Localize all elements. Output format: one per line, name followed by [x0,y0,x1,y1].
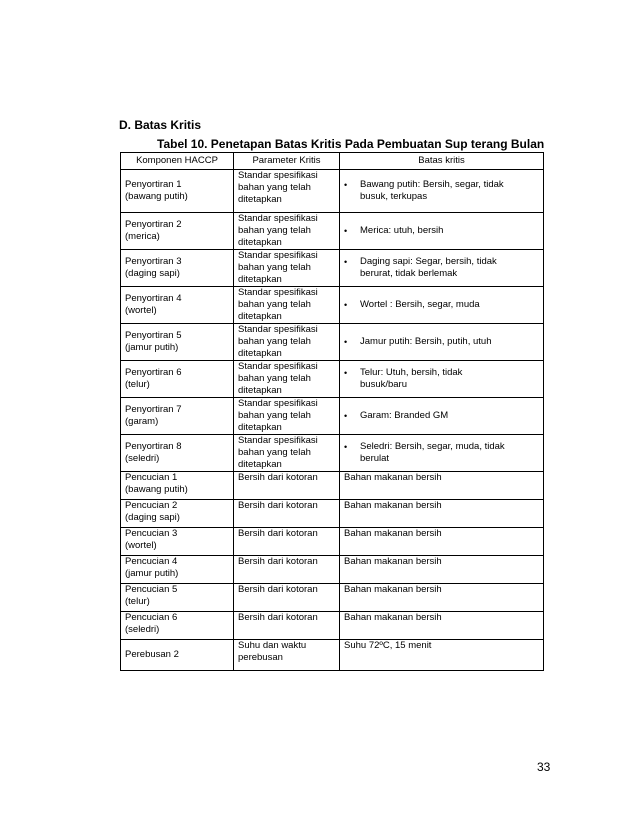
bullet-text [360,299,480,311]
parameter-line: Standar spesifikasi [238,324,318,335]
cell-komponen [121,398,234,435]
bullet-item [344,256,539,280]
parameter-line: Standar spesifikasi [238,435,318,446]
table-row [121,287,544,324]
komponen-line: Penyortiran 2 [125,219,182,230]
bullet-item [344,367,539,391]
table-body [121,170,544,671]
table-header-row [121,153,544,170]
header-parameter: Parameter Kritis [234,153,340,170]
bullet-text [360,336,492,348]
cell-batas [340,584,544,612]
parameter-line: ditetapkan [238,459,282,470]
batas-line: Bahan makanan bersih [344,472,442,483]
cell-komponen [121,287,234,324]
komponen-line: (jamur putih) [125,342,179,353]
parameter-line: ditetapkan [238,385,282,396]
cell-batas [340,287,544,324]
parameter-line: ditetapkan [238,311,282,322]
header-batas: Batas kritis [340,153,544,170]
cell-batas [340,612,544,640]
cell-batas [340,640,544,671]
komponen-line: Perebusan 2 [125,649,179,660]
table-row [121,250,544,287]
batas-line: busuk, terkupas [360,191,428,202]
bullet-item [344,225,539,237]
parameter-line: bahan yang telah [238,262,311,273]
parameter-line: ditetapkan [238,348,282,359]
parameter-line: bahan yang telah [238,182,311,193]
parameter-line: Standar spesifikasi [238,361,318,372]
bullet-icon: • [344,180,348,190]
parameter-line: ditetapkan [238,237,282,248]
bullet-text [360,179,504,203]
bullet-item [344,299,539,311]
komponen-line: (bawang putih) [125,484,188,495]
cell-batas [340,528,544,556]
batas-line: Jamur putih: Bersih, putih, utuh [360,336,492,347]
cell-komponen [121,556,234,584]
parameter-line: Bersih dari kotoran [238,612,318,623]
komponen-line: Penyortiran 6 [125,367,182,378]
cell-parameter [234,324,340,361]
batas-line: Garam: Branded GM [360,410,449,421]
header-komponen: Komponen HACCP [121,153,234,170]
komponen-line: (telur) [125,379,150,390]
bullet-text [360,410,448,422]
table-row [121,500,544,528]
cell-batas [340,435,544,472]
batas-line: Bahan makanan bersih [344,612,442,623]
komponen-line: Penyortiran 4 [125,293,182,304]
komponen-line: Penyortiran 8 [125,441,182,452]
batas-line: Telur: Utuh, bersih, tidak [360,367,463,378]
batas-line: Merica: utuh, bersih [360,225,444,236]
parameter-line: Suhu dan waktu [238,640,307,651]
cell-parameter [234,398,340,435]
section-heading: D. Batas Kritis [119,118,202,132]
cell-komponen [121,170,234,213]
cell-komponen [121,213,234,250]
parameter-line: bahan yang telah [238,410,311,421]
komponen-line: (bawang putih) [125,191,188,202]
cell-parameter [234,500,340,528]
parameter-line: bahan yang telah [238,373,311,384]
cell-komponen [121,324,234,361]
komponen-line: Pencucian 1 [125,472,178,483]
parameter-line: Standar spesifikasi [238,398,318,409]
komponen-line: Penyortiran 1 [125,179,182,190]
batas-line: busuk/baru [360,379,408,390]
komponen-line: (seledri) [125,624,160,635]
bullet-icon: • [344,257,348,267]
bullet-text [360,367,462,391]
cell-batas [340,500,544,528]
parameter-line: bahan yang telah [238,447,311,458]
cell-parameter [234,250,340,287]
komponen-line: Pencucian 2 [125,500,178,511]
parameter-line: ditetapkan [238,422,282,433]
batas-line: Bahan makanan bersih [344,500,442,511]
cell-komponen [121,250,234,287]
cell-komponen [121,435,234,472]
komponen-line: (merica) [125,231,160,242]
parameter-line: bahan yang telah [238,336,311,347]
parameter-line: ditetapkan [238,274,282,285]
table-row [121,556,544,584]
cell-parameter [234,556,340,584]
cell-komponen [121,584,234,612]
bullet-icon: • [344,300,348,310]
parameter-line: Standar spesifikasi [238,213,318,224]
komponen-line: (daging sapi) [125,512,180,523]
table-row [121,170,544,213]
batas-line: Bahan makanan bersih [344,584,442,595]
parameter-line: ditetapkan [238,194,282,205]
table-row [121,584,544,612]
bullet-icon: • [344,442,348,452]
cell-parameter [234,287,340,324]
table-row [121,213,544,250]
bullet-icon: • [344,411,348,421]
bullet-text [360,256,497,280]
cell-parameter [234,435,340,472]
bullet-text [360,225,443,237]
cell-parameter [234,170,340,213]
cell-parameter [234,528,340,556]
komponen-line: (jamur putih) [125,568,179,579]
cell-komponen [121,612,234,640]
cell-komponen [121,361,234,398]
cell-batas [340,170,544,213]
cell-komponen [121,472,234,500]
komponen-line: Penyortiran 5 [125,330,182,341]
batas-line: Wortel : Bersih, segar, muda [360,299,480,310]
page-number: 33 [537,760,551,774]
parameter-line: Bersih dari kotoran [238,556,318,567]
critical-limits-table [120,152,544,671]
cell-parameter [234,472,340,500]
batas-line: Bahan makanan bersih [344,528,442,539]
cell-parameter [234,584,340,612]
komponen-line: (seledri) [125,453,160,464]
bullet-item [344,441,539,465]
bullet-item [344,336,539,348]
batas-line: Suhu 72ºC, 15 menit [344,640,432,651]
cell-batas [340,556,544,584]
komponen-line: Penyortiran 7 [125,404,182,415]
cell-batas [340,472,544,500]
bullet-icon: • [344,337,348,347]
komponen-line: (garam) [125,416,159,427]
cell-komponen [121,528,234,556]
batas-line: Bawang putih: Bersih, segar, tidak [360,179,504,190]
cell-parameter [234,213,340,250]
cell-batas [340,361,544,398]
parameter-line: Standar spesifikasi [238,170,318,181]
parameter-line: perebusan [238,652,283,663]
batas-line: Daging sapi: Segar, bersih, tidak [360,256,497,267]
table-row [121,324,544,361]
batas-line: Seledri: Bersih, segar, muda, tidak [360,441,505,452]
parameter-line: Standar spesifikasi [238,287,318,298]
bullet-icon: • [344,368,348,378]
komponen-line: Pencucian 5 [125,584,178,595]
cell-batas [340,324,544,361]
cell-komponen [121,500,234,528]
batas-line: berulat [360,453,390,464]
bullet-icon: • [344,226,348,236]
parameter-line: Bersih dari kotoran [238,584,318,595]
komponen-line: (wortel) [125,540,157,551]
batas-line: berurat, tidak berlemak [360,268,458,279]
cell-parameter [234,640,340,671]
cell-batas [340,398,544,435]
komponen-line: Pencucian 4 [125,556,178,567]
cell-batas [340,250,544,287]
table-row [121,640,544,671]
cell-parameter [234,612,340,640]
parameter-line: bahan yang telah [238,225,311,236]
komponen-line: Penyortiran 3 [125,256,182,267]
komponen-line: (daging sapi) [125,268,180,279]
parameter-line: Standar spesifikasi [238,250,318,261]
table-caption: Tabel 10. Penetapan Batas Kritis Pada Pembuatan Sup terang Bulan [157,137,545,151]
batas-line: Bahan makanan bersih [344,556,442,567]
bullet-text [360,441,505,465]
table-row [121,612,544,640]
bullet-item [344,179,539,203]
komponen-line: (telur) [125,596,150,607]
komponen-line: Pencucian 6 [125,612,178,623]
table-row [121,528,544,556]
cell-parameter [234,361,340,398]
parameter-line: Bersih dari kotoran [238,472,318,483]
cell-komponen [121,640,234,671]
parameter-line: Bersih dari kotoran [238,500,318,511]
table-row [121,472,544,500]
bullet-item [344,410,539,422]
komponen-line: (wortel) [125,305,157,316]
table-row [121,361,544,398]
parameter-line: Bersih dari kotoran [238,528,318,539]
komponen-line: Pencucian 3 [125,528,178,539]
cell-batas [340,213,544,250]
table-row [121,398,544,435]
table-row [121,435,544,472]
parameter-line: bahan yang telah [238,299,311,310]
